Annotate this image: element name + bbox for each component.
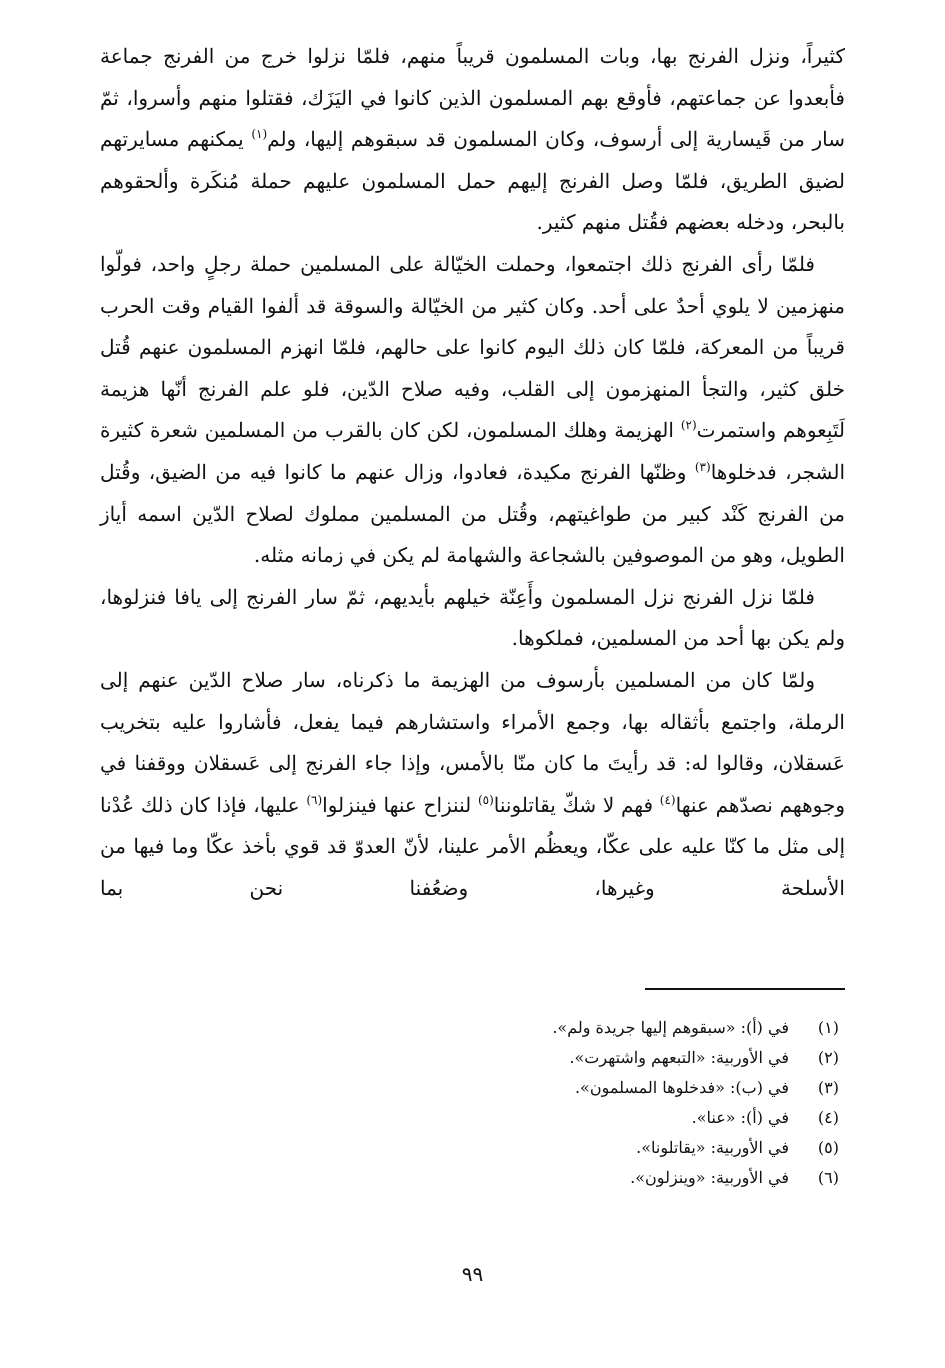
footnotes-list <box>425 1013 845 1193</box>
paragraph-2-text-2: الهزيمة وهلك المسلمون، لكن كان بالقرب من المسلمين شعرة كثيرة الشجر، فدخلوها <box>100 418 846 484</box>
footnote-item <box>425 1163 845 1193</box>
paragraph-4-text-1: ولمّا كان من المسلمين بأرسوف من الهزيمة ما ذكرناه، سار صلاح الدّين عنهم إلى الرملة، واجتمع بأثقاله بها، وجمع الأمراء واستشارهم فيما يفعل، فأشاروا عليه بتخريب عَسقلان، وقالوا له: قد رأيتَ ما كان منّا بالأمس، وإذا جاء الفرنج إلى عَسقلان ووقفنا في وجوههم نصدّهم عنها <box>100 667 846 817</box>
footnote-ref-3: (٣) <box>694 459 711 474</box>
paragraph-4-text-3: لننزاح عنها فينزلوا <box>322 792 478 817</box>
footnote-number: (٣) <box>817 1078 839 1097</box>
footnote-item <box>425 1013 845 1043</box>
paragraph-2-text-3: وظنّها الفرنج مكيدة، فعادوا، وزال عنهم ما كانوا فيه من الضيق، وقُتل من الفرنج كَنْد كبير من طواغيتهم، وقُتل من المسلمين مملوك لصلاح الدّين اسمه أياز الطويل، وهو من الموصوفين بالشجاعة والشهامة لم يكن في زمانه مثله. <box>100 459 846 568</box>
footnote-ref-5: (٥) <box>477 792 494 807</box>
footnote-number: (٦) <box>817 1168 839 1187</box>
footnote-ref-4: (٤) <box>659 792 676 807</box>
paragraph-4-text-2: فهم لا شكّ يقاتلوننا <box>493 792 660 817</box>
footnote-ref-1: (١) <box>251 127 268 142</box>
footnote-item <box>425 1043 845 1073</box>
paragraph-1-text-1: كثيراً، ونزل الفرنج بها، وبات المسلمون قريباً منهم، فلمّا نزلوا خرج من الفرنج جماعة فأبعدوا عن جماعتهم، فأوقع بهم المسلمون الذين كانوا في اليَزَك، فقتلوا منهم وأسروا، ثمّ سار من قَيسارية إلى أرسوف، وكان المسلمون قد سبقوهم إليها، ولم <box>100 44 845 152</box>
footnote-number: (٤) <box>817 1108 839 1127</box>
paragraph-2 <box>100 244 845 577</box>
footnote-text: في (ب): «فدخلوها المسلمون». <box>574 1078 789 1097</box>
paragraph-1 <box>100 36 845 244</box>
footnote-number: (٥) <box>817 1138 839 1157</box>
page-number: ٩٩ <box>461 1262 484 1286</box>
footnote-item <box>425 1133 845 1163</box>
footnote-item <box>425 1073 845 1103</box>
paragraph-1-text-2: يمكنهم مسايرتهم لضيق الطريق، فلمّا وصل الفرنج إليهم حمل المسلمون عليهم حملة مُنكَرة وألحقوهم بالبحر، ودخله بعضهم فقُتل منهم كثير. <box>100 127 845 235</box>
footnote-item <box>425 1103 845 1133</box>
footnote-text: في الأوربية: «يقاتلونا». <box>636 1138 789 1157</box>
paragraph-4-text-4: عليها، فإذا كان ذلك عُدْنا إلى مثل ما كنّا عليه على عكّا، ويعظُم الأمر علينا، لأنّ العدوّ قد قوي بأخذ عكّا وما فيها من الأسلحة وغيرها، وضعُفنا نحن بما <box>100 792 845 900</box>
footnote-text: في الأوربية: «وينزلون». <box>630 1168 789 1187</box>
footnote-text: في (أ): «سبقوهم إليها جريدة ولم». <box>552 1018 789 1037</box>
footnote-separator <box>645 988 845 990</box>
footnote-ref-2: (٢) <box>680 418 697 433</box>
main-text <box>100 36 845 909</box>
footnote-number: (١) <box>817 1018 839 1037</box>
footnote-number: (٢) <box>817 1048 839 1067</box>
footnote-ref-6: (٦) <box>306 792 323 807</box>
paragraph-2-text-1: فلمّا رأى الفرنج ذلك اجتمعوا، وحملت الخيّالة على المسلمين حملة رجلٍ واحد، فولّوا منهزمين لا يلوي أحدٌ على أحد. وكان كثير من الخيّالة والسوقة قد ألفوا القيام وقت الحرب قريباً من المعركة، فلمّا كان ذلك اليوم كانوا على حالهم، فلمّا انهزم المسلمون عنهم قُتل خلق كثير، والتجأ المنهزمون إلى القلب، وفيه صلاح الدّين، فلو علم الفرنج أنّها هزيمة لَتَبِعوهم واستمرت <box>100 251 845 443</box>
paragraph-3: فلمّا نزل الفرنج نزل المسلمون وأَعِنّة خيلهم بأيديهم، ثمّ سار الفرنج إلى يافا فنزلوها، ولم يكن بها أحد من المسلمين، فملكوها. <box>100 584 845 651</box>
footnote-text: في (أ): «عنا». <box>691 1108 789 1127</box>
paragraph-4 <box>100 660 845 910</box>
footnote-text: في الأوربية: «التبعهم واشتهرت». <box>569 1048 789 1067</box>
